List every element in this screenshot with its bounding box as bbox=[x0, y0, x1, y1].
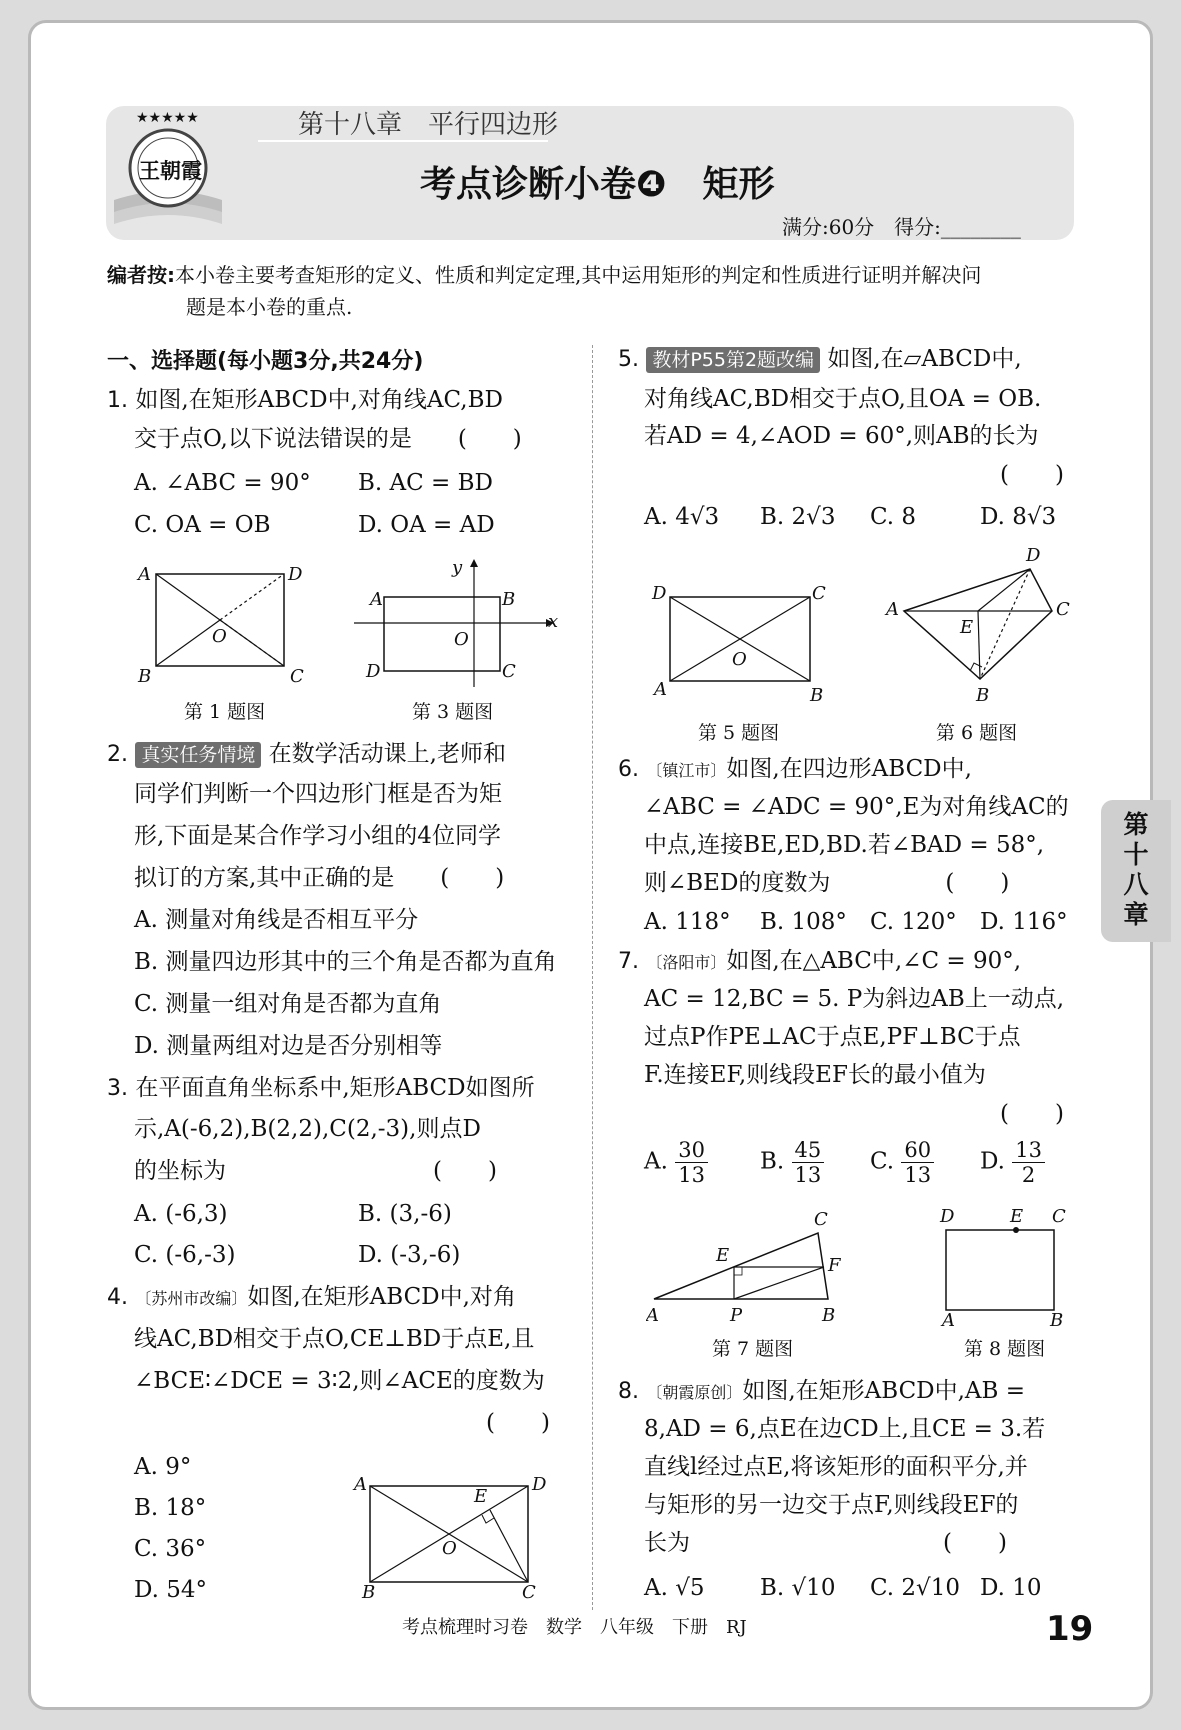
q7-option-a[interactable] bbox=[644, 1138, 708, 1187]
q3-line2: 示,A(-6,2),B(2,2),C(2,-3),则点D bbox=[134, 1116, 481, 1142]
q8-line5: 长为 ( ) bbox=[644, 1530, 1007, 1556]
q3-option-b[interactable]: B. (3,-6) bbox=[358, 1201, 452, 1227]
svg-text:★★★★★: ★★★★★ bbox=[136, 112, 199, 126]
svg-text:A: A bbox=[886, 599, 899, 620]
q5-line2: 对角线AC,BD相交于点O,且OA = OB. bbox=[644, 386, 1042, 412]
q8-number: 8. bbox=[618, 1379, 639, 1404]
q7-option-c-fraction bbox=[901, 1138, 934, 1187]
q7-option-b[interactable] bbox=[760, 1138, 824, 1187]
svg-text:B: B bbox=[138, 666, 152, 687]
side-tab-char-2: 十 bbox=[1123, 840, 1149, 869]
q8-option-b[interactable]: B. √10 bbox=[760, 1575, 836, 1601]
q5-option-c[interactable]: C. 8 bbox=[870, 504, 917, 530]
q1-line2: 交于点O,以下说法错误的是 ( ) bbox=[134, 426, 522, 452]
q2-line4: 拟订的方案,其中正确的是 ( ) bbox=[134, 865, 505, 891]
q2-option-a[interactable]: A. 测量对角线是否相互平分 bbox=[134, 907, 419, 933]
q7-option-d-den: 2 bbox=[1021, 1163, 1036, 1187]
q1 bbox=[107, 385, 503, 416]
svg-text:E: E bbox=[716, 1245, 730, 1266]
q7-option-d[interactable] bbox=[980, 1138, 1045, 1187]
q2-tag: 真实任务情境 bbox=[135, 742, 261, 768]
q7-option-b-fraction bbox=[792, 1138, 825, 1187]
q4-option-c[interactable]: C. 36° bbox=[134, 1536, 207, 1562]
svg-text:C: C bbox=[502, 661, 516, 682]
q3-number: 3. bbox=[107, 1076, 128, 1101]
q4-number: 4. bbox=[107, 1285, 128, 1310]
svg-text:B: B bbox=[822, 1305, 836, 1326]
q7-option-c-den: 13 bbox=[904, 1163, 932, 1187]
q3 bbox=[107, 1073, 535, 1104]
q6-option-b[interactable]: B. 108° bbox=[760, 909, 847, 935]
q7-option-b-den: 13 bbox=[794, 1163, 822, 1187]
svg-text:A: A bbox=[354, 1474, 367, 1495]
figure-7 bbox=[646, 1205, 876, 1334]
q7-line2: AC = 12,BC = 5. P为斜边AB上一动点, bbox=[644, 986, 1065, 1012]
q7-line5: ( ) bbox=[1000, 1101, 1064, 1127]
svg-text:F: F bbox=[828, 1255, 841, 1276]
q3-option-d[interactable]: D. (-3,-6) bbox=[358, 1242, 461, 1268]
q8-option-a[interactable]: A. √5 bbox=[644, 1575, 705, 1601]
q1-option-d[interactable]: D. OA = AD bbox=[358, 512, 495, 538]
svg-text:D: D bbox=[652, 583, 667, 604]
q8 bbox=[618, 1376, 1025, 1408]
q7-option-d-fraction bbox=[1012, 1138, 1045, 1187]
svg-text:C: C bbox=[814, 1209, 828, 1230]
figure-1 bbox=[132, 560, 312, 694]
q7-option-c[interactable] bbox=[870, 1138, 934, 1187]
q7-line4: F.连接EF,则线段EF长的最小值为 bbox=[644, 1062, 986, 1088]
q5-option-a[interactable]: A. 4√3 bbox=[644, 504, 720, 530]
q3-line3: 的坐标为 ( ) bbox=[134, 1158, 497, 1184]
q5-line4: ( ) bbox=[1000, 462, 1064, 488]
svg-text:D: D bbox=[532, 1474, 547, 1495]
q4-line2: 线AC,BD相交于点O,CE⊥BD于点E,且 bbox=[134, 1326, 535, 1352]
q5 bbox=[618, 344, 1022, 375]
q6-number: 6. bbox=[618, 757, 639, 782]
q5-option-b[interactable]: B. 2√3 bbox=[760, 504, 836, 530]
side-tab-char-4: 章 bbox=[1123, 900, 1149, 929]
q8-line1: 如图,在矩形ABCD中,AB = bbox=[742, 1378, 1026, 1404]
q8-line4: 与矩形的另一边交于点F,则线段EF的 bbox=[644, 1492, 1019, 1518]
q2-number: 2. bbox=[107, 742, 128, 767]
svg-text:O: O bbox=[212, 626, 227, 647]
q7-option-b-label: B. bbox=[760, 1148, 785, 1175]
q1-number: 1. bbox=[107, 388, 128, 413]
figure-7-caption: 第 7 题图 bbox=[712, 1338, 794, 1360]
svg-text:D: D bbox=[366, 661, 381, 682]
q2-option-b[interactable]: B. 测量四边形其中的三个角是否都为直角 bbox=[134, 949, 557, 975]
q8-line3: 直线l经过点E,将该矩形的面积平分,并 bbox=[644, 1454, 1028, 1480]
q8-line2: 8,AD = 6,点E在边CD上,且CE = 3.若 bbox=[644, 1416, 1046, 1442]
q4 bbox=[107, 1282, 516, 1314]
q4-line1: 如图,在矩形ABCD中,对角 bbox=[247, 1284, 516, 1310]
page-number: 19 bbox=[1046, 1609, 1094, 1649]
editor-note-line1 bbox=[107, 260, 981, 290]
q8-source: 〔朝霞原创〕 bbox=[646, 1383, 743, 1402]
q6-source: 〔镇江市〕 bbox=[646, 761, 727, 780]
q7-number: 7. bbox=[618, 949, 639, 974]
svg-text:C: C bbox=[1052, 1206, 1066, 1227]
logo-text: 王朝霞 bbox=[139, 158, 202, 183]
q7-option-a-den: 13 bbox=[678, 1163, 705, 1187]
figure-6 bbox=[880, 545, 1080, 714]
section-title: 一、选择题(每小题3分,共24分) bbox=[107, 349, 424, 374]
svg-text:O: O bbox=[442, 1538, 457, 1559]
q6-line3: 中点,连接BE,ED,BD.若∠BAD = 58°, bbox=[644, 832, 1045, 858]
q7-option-a-num: 30 bbox=[675, 1138, 708, 1163]
figure-6-caption: 第 6 题图 bbox=[936, 722, 1018, 744]
svg-text:E: E bbox=[1010, 1206, 1024, 1227]
svg-text:A: A bbox=[138, 564, 151, 585]
q7-option-d-label: D. bbox=[980, 1148, 1005, 1175]
q1-option-a[interactable]: A. ∠ABC = 90° bbox=[134, 470, 311, 496]
q7-option-b-num: 45 bbox=[792, 1138, 825, 1163]
editor-note-label: 编者按: bbox=[107, 263, 175, 287]
q2-line2: 同学们判断一个四边形门框是否为矩 bbox=[134, 781, 502, 807]
q4-option-a[interactable]: A. 9° bbox=[134, 1454, 192, 1480]
q7-option-d-num: 13 bbox=[1012, 1138, 1045, 1163]
svg-text:C: C bbox=[1056, 599, 1070, 620]
q7-option-c-label: C. bbox=[870, 1148, 895, 1175]
svg-text:B: B bbox=[810, 685, 824, 705]
svg-text:D: D bbox=[1026, 545, 1041, 566]
chapter-title: 第十八章 平行四边形 bbox=[298, 110, 559, 140]
editor-note-text2: 题是本小卷的重点. bbox=[186, 295, 353, 319]
svg-text:B: B bbox=[976, 685, 990, 706]
q1-option-b[interactable]: B. AC = BD bbox=[358, 470, 493, 496]
q2-option-c[interactable]: C. 测量一组对角是否都为直角 bbox=[134, 991, 442, 1017]
q3-option-c[interactable]: C. (-6,-3) bbox=[134, 1242, 236, 1268]
svg-text:E: E bbox=[960, 617, 974, 638]
figure-5-caption: 第 5 题图 bbox=[698, 722, 780, 744]
q6-line2: ∠ABC = ∠ADC = 90°,E为对角线AC的 bbox=[644, 794, 1069, 820]
q7-option-a-fraction bbox=[675, 1138, 708, 1187]
q6 bbox=[618, 754, 972, 786]
q8-option-d[interactable]: D. 10 bbox=[980, 1575, 1042, 1601]
q4-line4: ( ) bbox=[486, 1410, 550, 1436]
svg-text:B: B bbox=[1050, 1310, 1064, 1327]
q4-source: 〔苏州市改编〕 bbox=[135, 1289, 248, 1308]
q2-line3: 形,下面是某合作学习小组的4位同学 bbox=[134, 823, 501, 849]
svg-text:A: A bbox=[370, 589, 383, 610]
side-tab-char-3: 八 bbox=[1123, 870, 1149, 899]
q6-option-a[interactable]: A. 118° bbox=[644, 909, 731, 935]
figure-1-caption: 第 1 题图 bbox=[184, 701, 266, 723]
q2 bbox=[107, 739, 506, 770]
q6-option-d[interactable]: D. 116° bbox=[980, 909, 1068, 935]
svg-text:y: y bbox=[452, 557, 463, 578]
svg-text:O: O bbox=[454, 629, 469, 650]
q7 bbox=[618, 946, 1021, 978]
q7-line3: 过点P作PE⊥AC于点E,PF⊥BC于点 bbox=[644, 1024, 1021, 1050]
chapter-side-tab bbox=[1101, 800, 1171, 942]
q6-option-c[interactable]: C. 120° bbox=[870, 909, 957, 935]
svg-text:B: B bbox=[362, 1582, 376, 1602]
q4-line3: ∠BCE∶∠DCE = 3∶2,则∠ACE的度数为 bbox=[134, 1368, 545, 1394]
q5-tag: 教材P55第2题改编 bbox=[646, 347, 820, 373]
q8-option-c[interactable]: C. 2√10 bbox=[870, 1575, 960, 1601]
svg-text:C: C bbox=[522, 1582, 536, 1602]
editor-note-text1: 本小卷主要考查矩形的定义、性质和判定定理,其中运用矩形的判定和性质进行证明并解决问 bbox=[175, 263, 982, 287]
chapter-underline bbox=[258, 104, 548, 142]
svg-text:E: E bbox=[474, 1486, 488, 1507]
q1-option-c[interactable]: C. OA = OB bbox=[134, 512, 271, 538]
q7-source: 〔洛阳市〕 bbox=[646, 953, 727, 972]
svg-text:D: D bbox=[288, 564, 303, 585]
svg-text:A: A bbox=[646, 1305, 659, 1326]
figure-4 bbox=[350, 1472, 550, 1606]
svg-text:C: C bbox=[812, 583, 826, 604]
score-line: 满分:60分 得分:________ bbox=[782, 215, 1021, 239]
q3-option-a[interactable]: A. (-6,3) bbox=[134, 1201, 228, 1227]
q6-line1: 如图,在四边形ABCD中, bbox=[726, 756, 972, 782]
svg-text:C: C bbox=[290, 666, 304, 687]
q5-line3: 若AD = 4,∠AOD = 60°,则AB的长为 bbox=[644, 423, 1039, 449]
svg-text:D: D bbox=[940, 1206, 955, 1227]
footer-text: 考点梳理时习卷 数学 八年级 下册 RJ bbox=[402, 1617, 747, 1638]
q4-option-b[interactable]: B. 18° bbox=[134, 1495, 207, 1521]
column-divider bbox=[592, 345, 593, 1610]
q2-option-d[interactable]: D. 测量两组对边是否分别相等 bbox=[134, 1033, 443, 1059]
figure-5 bbox=[644, 575, 834, 709]
svg-text:A: A bbox=[942, 1310, 955, 1327]
svg-text:x: x bbox=[548, 611, 559, 632]
q6-line4: 则∠BED的度数为 ( ) bbox=[644, 870, 1010, 896]
q4-option-d[interactable]: D. 54° bbox=[134, 1577, 208, 1603]
q7-line1: 如图,在△ABC中,∠C = 90°, bbox=[726, 948, 1022, 974]
svg-text:P: P bbox=[730, 1305, 743, 1326]
q5-number: 5. bbox=[618, 347, 639, 372]
q2-line1: 在数学活动课上,老师和 bbox=[268, 741, 506, 767]
q5-line1: 如图,在▱ABCD中, bbox=[827, 346, 1022, 372]
side-tab-char-1: 第 bbox=[1123, 810, 1149, 839]
figure-8 bbox=[930, 1202, 1070, 1331]
q3-line1: 在平面直角坐标系中,矩形ABCD如图所 bbox=[135, 1075, 535, 1101]
q7-option-a-label: A. bbox=[644, 1148, 668, 1175]
logo bbox=[108, 112, 228, 230]
page-title: 考点诊断小卷❹ 矩形 bbox=[420, 164, 775, 205]
q5-option-d[interactable]: D. 8√3 bbox=[980, 504, 1057, 530]
figure-3-caption: 第 3 题图 bbox=[412, 701, 494, 723]
figure-3 bbox=[350, 555, 560, 699]
svg-text:B: B bbox=[502, 589, 516, 610]
svg-text:A: A bbox=[654, 679, 667, 700]
figure-8-caption: 第 8 题图 bbox=[964, 1338, 1046, 1360]
svg-text:O: O bbox=[732, 649, 747, 670]
q1-line1: 如图,在矩形ABCD中,对角线AC,BD bbox=[135, 387, 503, 413]
q7-option-c-num: 60 bbox=[901, 1138, 934, 1163]
